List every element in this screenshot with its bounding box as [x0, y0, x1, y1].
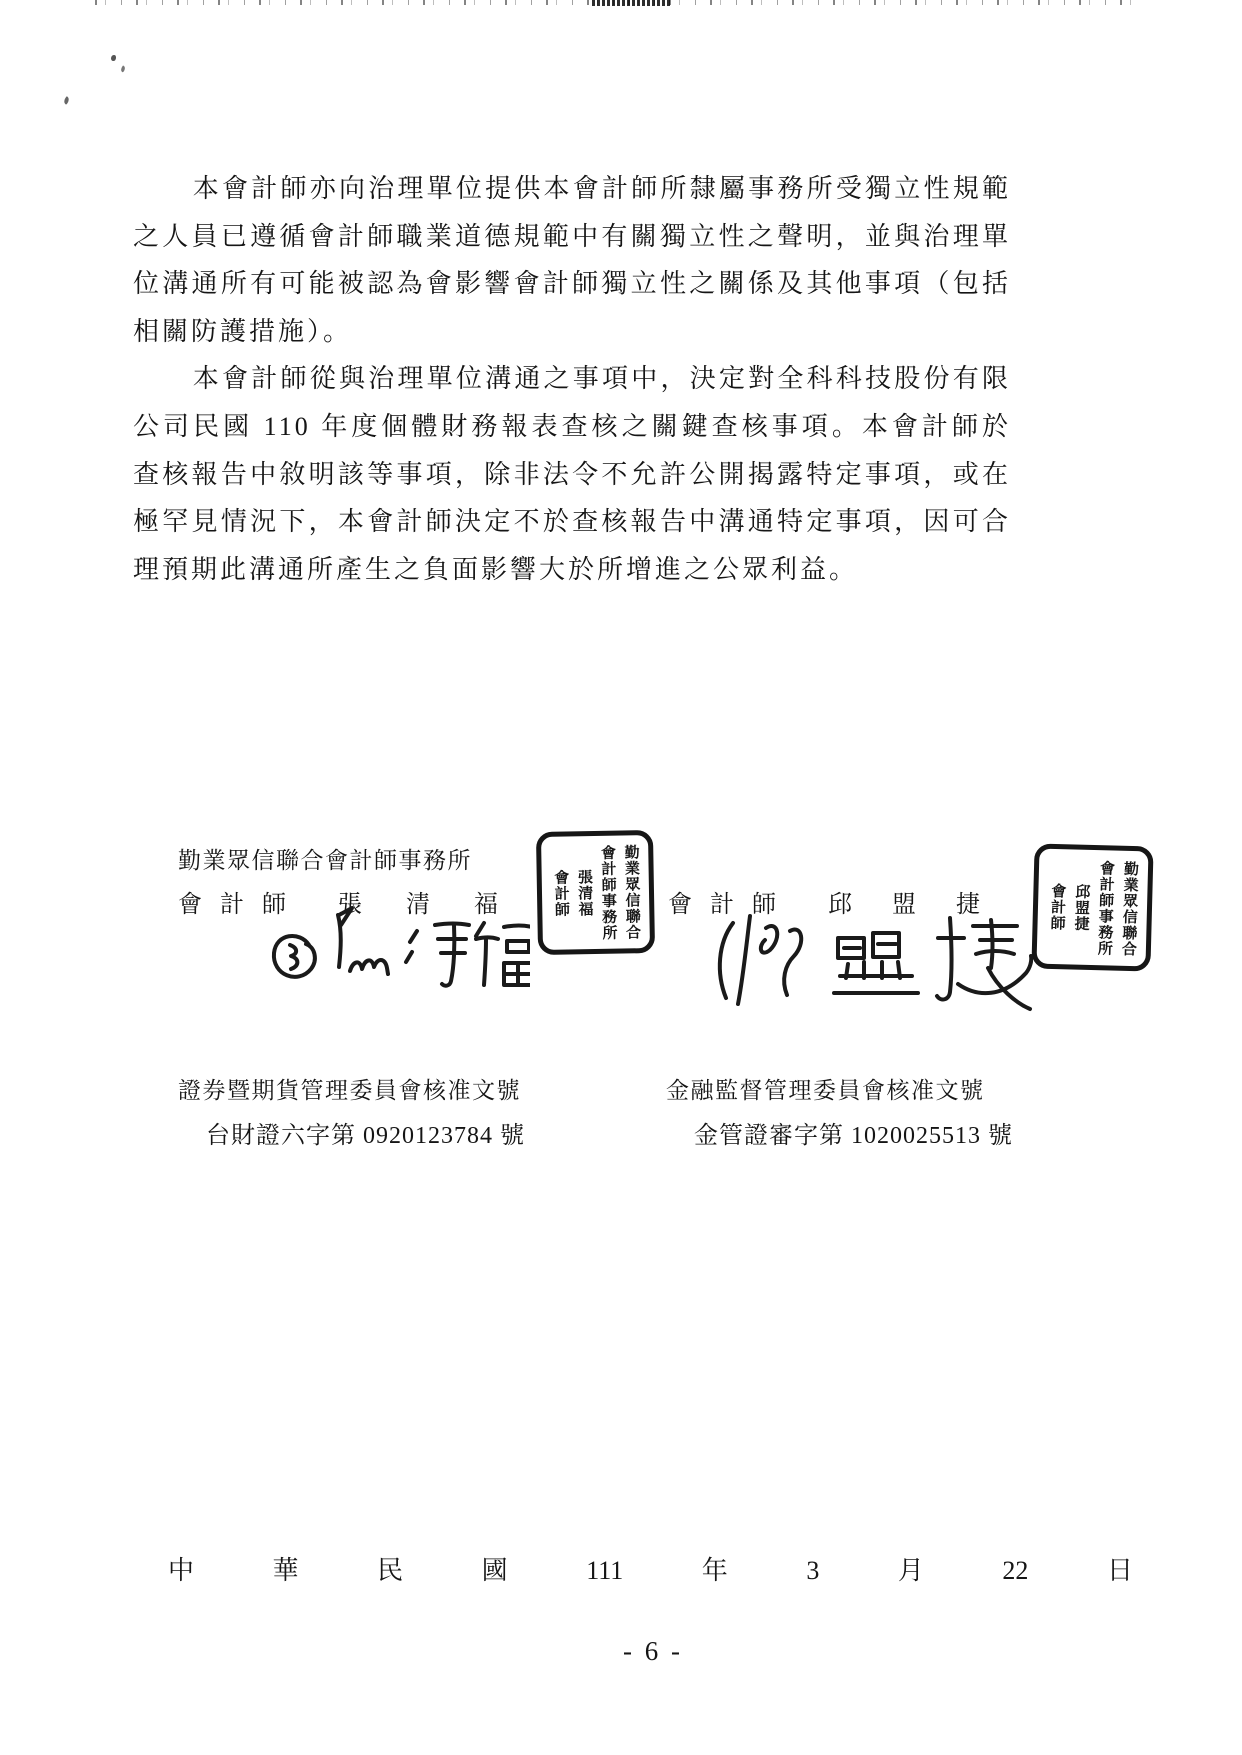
date-part: 月 [897, 1556, 924, 1585]
seal-column: 會計師 [552, 868, 570, 918]
accountant-name-char: 捷 [956, 892, 980, 918]
date-part: 中 [168, 1556, 195, 1585]
date-part: 日 [1106, 1556, 1133, 1585]
accountant-name-char: 張 [338, 892, 362, 918]
accountant-name-char: 清 [406, 892, 430, 918]
scan-speck [120, 65, 127, 72]
date-part: 國 [481, 1556, 508, 1585]
cpa-seal-chiu-meng-chieh [1031, 843, 1153, 971]
approval-block-sfc [178, 1072, 525, 1150]
accountant-title-char: 計 [220, 892, 244, 918]
scan-speck [62, 96, 70, 105]
signature-strokes [688, 898, 1033, 1023]
page-number: - 6 - [623, 1636, 683, 1666]
approval-number: 台財證六字第 0920123784 號 [206, 1123, 525, 1149]
approval-authority: 證券暨期貨管理委員會核准文號 [178, 1078, 521, 1103]
date-part-year-value: 111 [586, 1556, 624, 1585]
accountant-name-char: 盟 [892, 892, 916, 918]
date-part: 年 [701, 1556, 728, 1585]
accountant-title-char: 師 [752, 892, 776, 918]
accountant-title-char: 師 [262, 892, 286, 918]
seal-column: 勤業眾信聯合 [622, 843, 641, 941]
paragraph-independence-statement: 本會計師亦向治理單位提供本會計師所隸屬事務所受獨立性規範之人員已遵循會計師職業道德規範中有關獨立性之聲明，並與治理單位溝通所有可能被認為會影響會計師獨立性之關係及其他事項（包括相關防護措施）。 [133, 174, 1011, 346]
roc-date-line [168, 1550, 1133, 1587]
seal-column: 邱盟捷 [1072, 882, 1090, 932]
approval-number: 金管證審字第 1020025513 號 [694, 1123, 1013, 1149]
seal-column: 會計師 [1048, 882, 1066, 931]
cpa-seal-chang-ching-fu [536, 830, 655, 955]
seal-column: 張清福 [575, 868, 593, 917]
date-part: 民 [377, 1556, 404, 1585]
scan-speck [111, 55, 116, 61]
accountant-name-char: 邱 [828, 892, 852, 918]
seal-column: 會計師事務所 [598, 844, 617, 941]
top-edge-scan-artifact-dense [592, 0, 672, 6]
accountant-title-char: 會 [668, 892, 692, 918]
approval-authority: 金融監督管理委員會核准文號 [666, 1078, 985, 1103]
date-part: 華 [272, 1556, 299, 1585]
firm-name: 勤業眾信聯合會計師事務所 [178, 848, 472, 873]
paragraph-key-audit-matters: 本會計師從與治理單位溝通之事項中，決定對全科科技股份有限公司民國 110 年度個體財務報表查核之關鍵查核事項。本會計師於查核報告中敘明該等事項，除非法令不允許公開揭露特定事項，或在極罕見情況下，本會計師決定不於查核報告中溝通特定事項，因可合理預期此溝通所產生之負面影響大於所增進之公眾利益。 [133, 364, 1011, 584]
seal-column: 會計師事務所 [1095, 859, 1115, 957]
date-part-day-value: 22 [1002, 1556, 1029, 1585]
accountant-title-char: 計 [710, 892, 734, 918]
accountant-title-char: 會 [178, 892, 202, 918]
signature-strokes [262, 903, 530, 1003]
handwritten-signature-chiu-meng-chieh [688, 898, 1033, 1028]
handwritten-signature-chang-ching-fu [262, 903, 530, 1008]
report-body-text [133, 165, 1011, 593]
approval-block-fsc [666, 1072, 1013, 1150]
date-part-month-value: 3 [806, 1556, 820, 1585]
seal-column: 勤業眾信聯合 [1119, 860, 1139, 957]
accountant-name-char: 福 [474, 892, 498, 918]
